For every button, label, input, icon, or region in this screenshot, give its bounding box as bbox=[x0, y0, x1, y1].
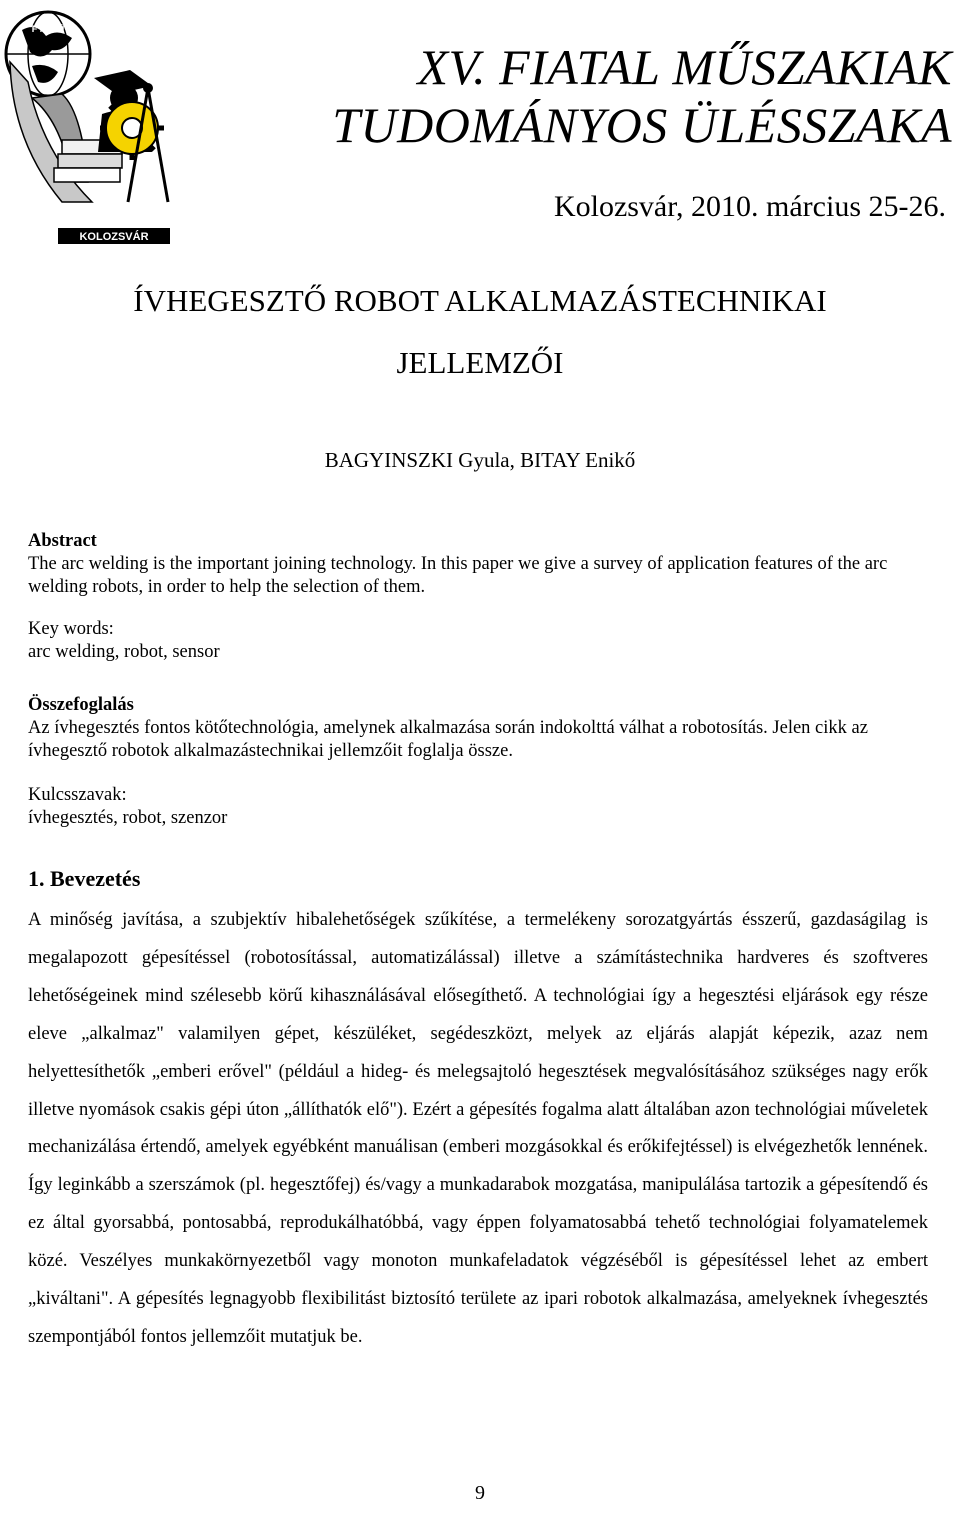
logo-banner-text: KOLOZSVÁR bbox=[79, 231, 149, 243]
section-body-text: A minőség javítása, a szubjektív hibalehetőségek szűkítése, a termelékeny sorozatgyártás ésszerű, gazdaságilag is megalapozott gépesítéssel (robotosítással, automatizálással) illetve a számítástechnika hardveres és szoftveres lehetőségeinek mind szélesebb körű kihasználásával elősegíthető. A technológiai így a hegesztési eljárások egy része eleve „alkalmaz" valamilyen gépet, készüléket, segédeszközt, melyek az eljárás alapját képezik, azaz nem helyettesíthetők „emberi erővel" (például a hideg- és melegsajtoló hegesztések megvalósításához szükséges nagy erők illetve nyomások csakis gépi úton „állíthatók elő"). Ezért a gépesítés fogalma alatt általában azon technológiai műveletek mechanizálása értendő, amelyek egyébként manuálisan (emberi mozgásokkal és erőkifejtéssel) is elvégezhetők lennének. Így leginkább a szerszámok (pl. hegesztőfej) és/vagy a munkadarabok mozgatása, manipulálása tartozik a gépesítendő és ez által gyorsabbá, pontosabbá, reprodukálhatóbbá, vagy éppen folyamatosabbá tehető technológiai folyamatelemek közé. Veszélyes munkakörnyezetből vagy monoton munkafeladatok végzéséből is gépesítéssel lehet az embert „kiváltani". A gépesítés legnagyobb flexibilitást biztosító területe az ipari robotok alkalmazása, amelyeknek ívhegesztés szempontjából fontos jellemzőit mutatjuk be. bbox=[28, 910, 928, 1347]
conference-title-line2: TUDOMÁNYOS ÜLÉSSZAKA bbox=[332, 97, 952, 153]
kulcsszavak-section bbox=[28, 784, 933, 830]
keywords-section bbox=[28, 618, 933, 664]
conference-title bbox=[332, 38, 952, 154]
section-heading: 1. Bevezetés bbox=[28, 866, 141, 891]
abstract-heading: Abstract bbox=[28, 531, 97, 551]
keywords-list: arc welding, robot, sensor bbox=[28, 642, 220, 662]
summary-heading: Összefoglalás bbox=[28, 695, 134, 715]
conference-logo bbox=[2, 2, 170, 246]
page-number: 9 bbox=[475, 1482, 485, 1504]
keywords-label: Key words: bbox=[28, 619, 114, 639]
conference-place-date: Kolozsvár, 2010. március 25-26. bbox=[553, 190, 946, 223]
abstract-section bbox=[28, 530, 933, 599]
kulcsszavak-list: ívhegesztés, robot, szenzor bbox=[28, 808, 228, 828]
logo-letters: F M T Ü bbox=[31, 24, 65, 34]
summary-text: Az ívhegesztés fontos kötőtechnológia, amelynek alkalmazása során indokolttá válhat a robotosítás. Jelen cikk az ívhegesztő robotok alkalmazástechnikai jellemzőit foglalja össze. bbox=[28, 718, 868, 761]
conference-title-line1: XV. FIATAL MŰSZAKIAK bbox=[417, 39, 952, 95]
paper-title bbox=[0, 270, 960, 394]
paper-title-line1: ÍVHEGESZTŐ ROBOT ALKALMAZÁSTECHNIKAI bbox=[133, 283, 827, 318]
paper-authors: BAGYINSZKI Gyula, BITAY Enikő bbox=[324, 448, 636, 472]
abstract-text: The arc welding is the important joining technology. In this paper we give a survey of application features of the arc welding robots, in order to help the selection of them. bbox=[28, 554, 888, 597]
kulcsszavak-label: Kulcsszavak: bbox=[28, 785, 127, 805]
paper-title-line2: JELLEMZŐI bbox=[396, 345, 564, 380]
summary-section bbox=[28, 694, 933, 763]
